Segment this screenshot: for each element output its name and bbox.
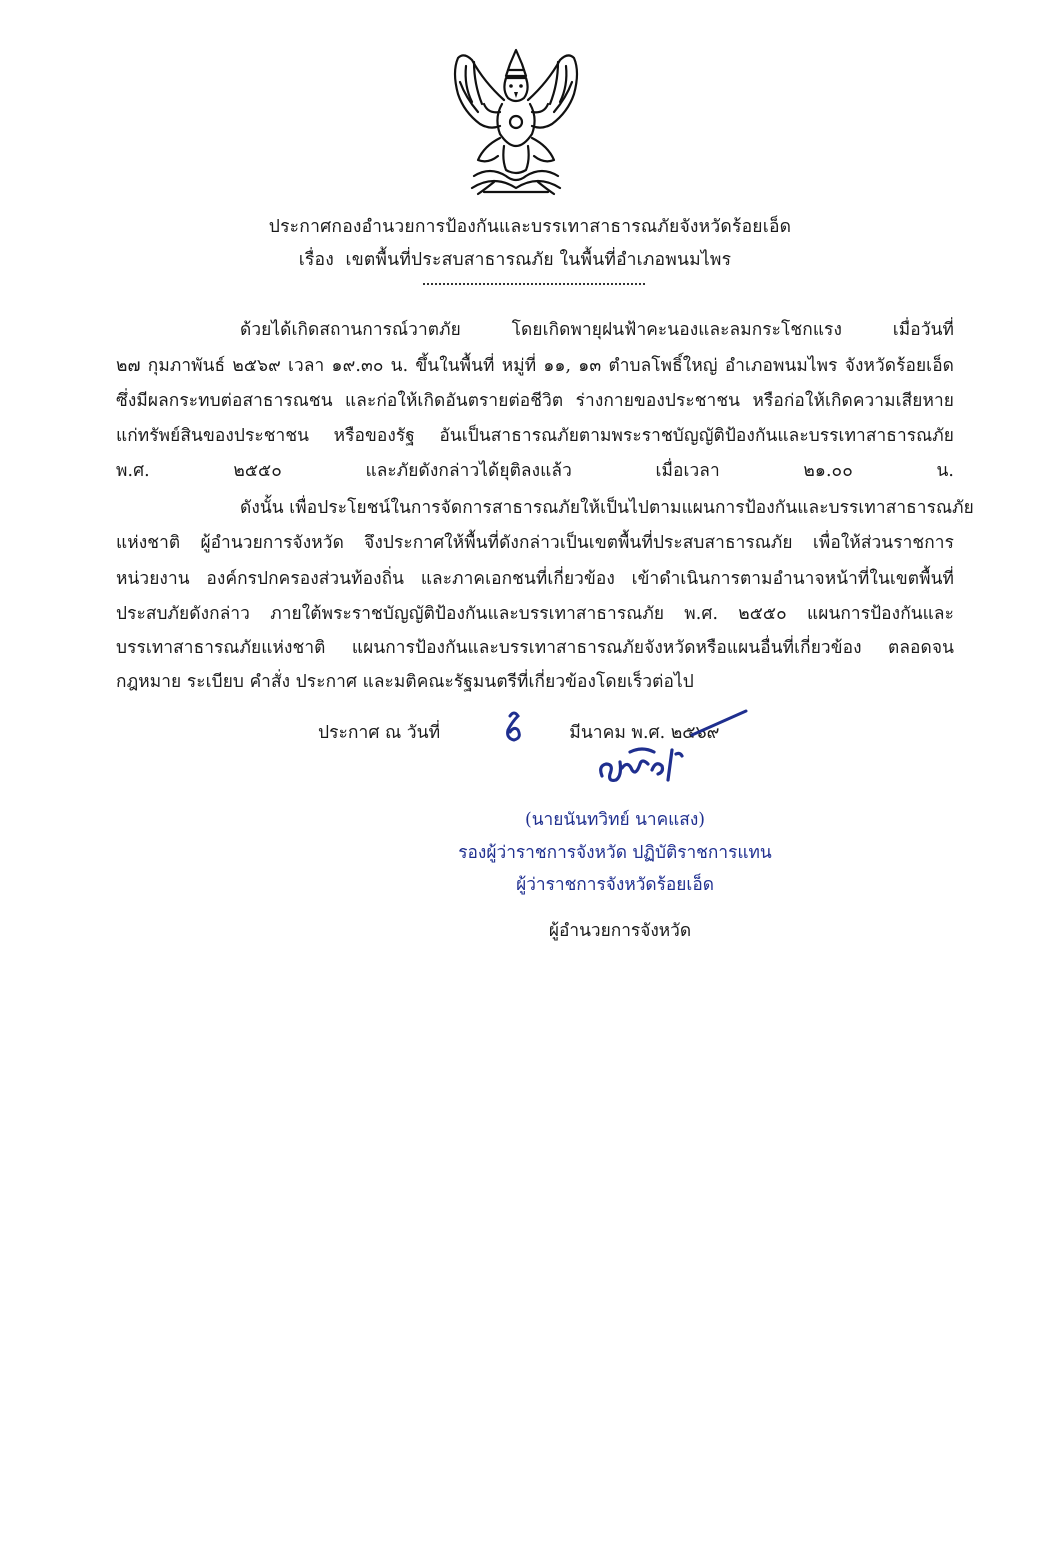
- para2-line: กฎหมาย ระเบียบ คำสั่ง ประกาศ และมติคณะรัฐมนตรีที่เกี่ยวข้องโดยเร็วต่อไป: [116, 672, 694, 692]
- signatory-role: ผู้อำนวยการจังหวัด: [548, 921, 692, 941]
- garuda-emblem: [444, 42, 588, 200]
- signatory-name: (นายนันทวิทย์ นาคแสง): [524, 810, 706, 830]
- signatory-position-1: รองผู้ว่าราชการจังหวัด ปฏิบัติราชการแทน: [458, 843, 772, 863]
- title-divider: [423, 283, 645, 285]
- para2-line: ดังนั้น เพื่อประโยชน์ในการจัดการสาธารณภัยให้เป็นไปตามแผนการป้องกันและบรรเทาสาธารณภัย: [240, 498, 974, 518]
- para2-line: หน่วยงาน องค์กรปกครองส่วนท้องถิ่น และภาคเอกชนที่เกี่ยวข้อง เข้าดำเนินการตามอำนาจหน้าที่ในเขตพื้นที่: [116, 569, 954, 589]
- handwritten-signature: [592, 742, 688, 788]
- subject-label: เรื่อง: [298, 250, 334, 270]
- para1-line: ซึ่งมีผลกระทบต่อสาธารณชน และก่อให้เกิดอันตรายต่อชีวิต ร่างกายของประชาชน หรือก่อให้เกิดความเสียหาย: [116, 391, 954, 411]
- para1-line: ๒๗ กุมภาพันธ์ ๒๕๖๙ เวลา ๑๙.๓๐ น. ขึ้นในพื้นที่ หมู่ที่ ๑๑, ๑๓ ตำบลโพธิ์ใหญ่ อำเภอพนมไพร จังหวัดร้อยเอ็ด: [116, 356, 954, 376]
- handwritten-day-mark: [500, 708, 530, 748]
- para1-line: พ.ศ. ๒๕๕๐ และภัยดังกล่าวได้ยุติลงแล้ว เมื่อเวลา ๒๑.๐๐ น.: [116, 461, 954, 481]
- para2-line: ประสบภัยดังกล่าว ภายใต้พระราชบัญญัติป้องกันและบรรเทาสาธารณภัย พ.ศ. ๒๕๕๐ แผนการป้องกันและ: [116, 604, 954, 624]
- signatory-position-2: ผู้ว่าราชการจังหวัดร้อยเอ็ด: [516, 875, 714, 895]
- para1-line: ด้วยได้เกิดสถานการณ์วาตภัย โดยเกิดพายุฝนฟ้าคะนองและลมกระโชกแรง เมื่อวันที่: [240, 320, 954, 340]
- subject-text: เขตพื้นที่ประสบสาธารณภัย ในพื้นที่อำเภอพนมไพร: [345, 250, 732, 270]
- announcement-subject: [0, 245, 1045, 273]
- pen-stroke-mark: [690, 705, 750, 740]
- para2-line: บรรเทาสาธารณภัยแห่งชาติ แผนการป้องกันและบรรเทาสาธารณภัยจังหวัดหรือแผนอื่นที่เกี่ยวข้อง ตลอดจน: [116, 638, 954, 658]
- dateline-month-year: มีนาคม พ.ศ. ๒๕๖๙: [569, 723, 720, 743]
- para1-line: แก่ทรัพย์สินของประชาชน หรือของรัฐ อันเป็นสาธารณภัยตามพระราชบัญญัติป้องกันและบรรเทาสาธารณภัย: [116, 426, 954, 446]
- dateline-prefix: ประกาศ ณ วันที่: [318, 723, 441, 743]
- announcement-title: ประกาศกองอำนวยการป้องกันและบรรเทาสาธารณภัยจังหวัดร้อยเอ็ด: [268, 217, 792, 237]
- para2-line: แห่งชาติ ผู้อำนวยการจังหวัด จึงประกาศให้พื้นที่ดังกล่าวเป็นเขตพื้นที่ประสบสาธารณภัย เพื่อให้ส่วนราชการ: [116, 533, 954, 553]
